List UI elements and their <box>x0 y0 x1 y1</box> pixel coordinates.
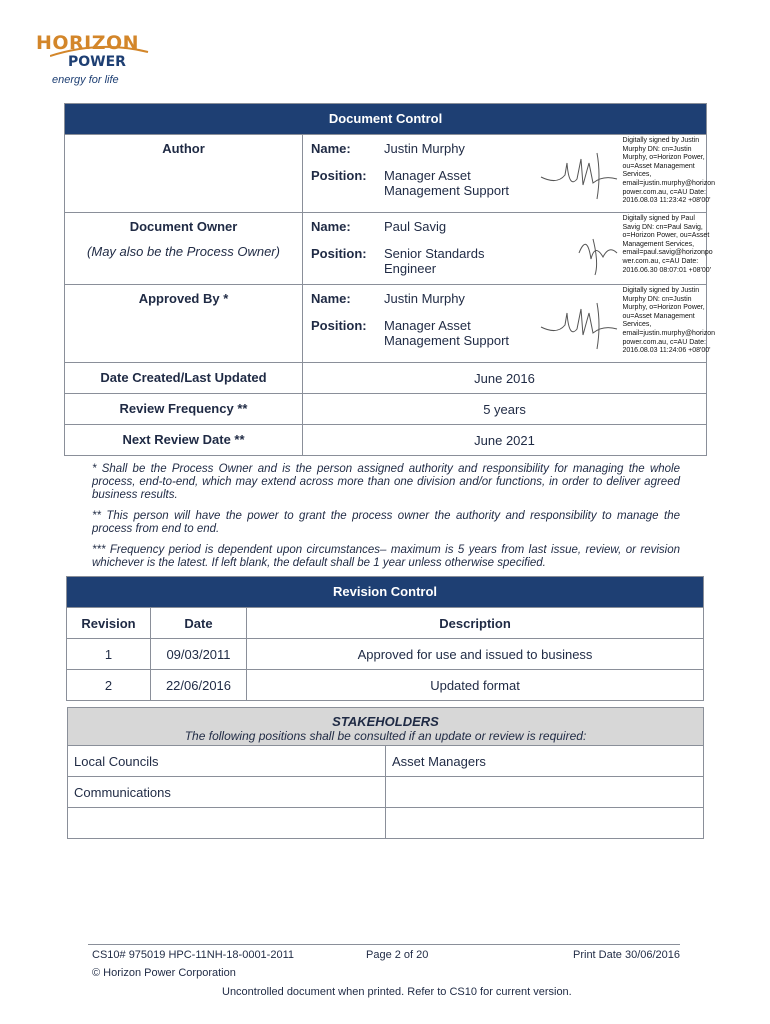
position-label: Position: <box>311 318 367 333</box>
footer-print-date: Print Date 30/06/2016 <box>573 949 681 961</box>
stakeholders-title: STAKEHOLDERS <box>332 714 439 729</box>
name-label: Name: <box>311 141 351 156</box>
document-control-table <box>64 103 716 456</box>
revision-description: Updated format <box>247 670 704 701</box>
stakeholders-subtitle: The following positions shall be consulted if an update or review is required: <box>184 729 587 743</box>
table-row <box>67 670 704 701</box>
footnote-owner: * Shall be the Process Owner and is the person assigned authority and responsibility for managing the whole process, end-to-end, which may extend across more than one division and/or functions, in order to deliver agreed business results. <box>92 463 680 501</box>
footnotes <box>92 463 680 578</box>
revision-number: 1 <box>67 639 151 670</box>
digital-signature-text: Digitally signed by Justin Murphy DN: cn=Justin Murphy, o=Horizon Power, ou=Asset Management Services, email=justin.murphy@horizon power.com.au, c=AU Date: 2016.08.03 11:23:42 +08'00' <box>622 137 716 205</box>
approver-position: Manager Asset Management Support <box>384 318 510 348</box>
signature-image-icon <box>537 145 625 203</box>
author-position: Manager Asset Management Support <box>384 168 510 198</box>
owner-name: Paul Savig <box>384 219 447 234</box>
column-header-date: Date <box>151 608 247 639</box>
name-label: Name: <box>311 219 351 234</box>
summary-value: 5 years <box>303 394 707 425</box>
stakeholders-header <box>68 708 704 746</box>
footer-doc-id: CS10# 975019 HPC-11NH-18-0001-2011 <box>92 949 294 961</box>
stakeholder-cell <box>68 808 386 839</box>
revision-date: 22/06/2016 <box>151 670 247 701</box>
signature-image-icon <box>573 223 623 281</box>
revision-description: Approved for use and issued to business <box>247 639 704 670</box>
logo-brand-top: HORIZON <box>36 32 140 54</box>
position-label: Position: <box>311 168 367 183</box>
approver-name: Justin Murphy <box>384 291 465 306</box>
revision-number: 2 <box>67 670 151 701</box>
name-label: Name: <box>311 291 351 306</box>
footer-divider <box>88 944 680 945</box>
revision-header-row <box>67 608 704 639</box>
role-label: Author <box>162 141 205 156</box>
stakeholder-cell <box>386 777 704 808</box>
signature-image-icon <box>537 295 625 353</box>
role-sublabel: (May also be the Process Owner) <box>87 244 280 259</box>
doc-control-row-author <box>65 135 707 213</box>
table-row <box>67 639 704 670</box>
footnote-frequency: *** Frequency period is dependent upon circumstances– maximum is 5 years from last issue, review, or revision whichever is the latest. If left blank, the default shall be 1 year unless otherwise specified. <box>92 544 680 569</box>
summary-label: Date Created/Last Updated <box>65 363 303 394</box>
author-name: Justin Murphy <box>384 141 465 156</box>
column-header-revision: Revision <box>67 608 151 639</box>
footer-disclaimer: Uncontrolled document when printed. Refer to CS10 for current version. <box>222 986 572 998</box>
summary-row-review-frequency <box>65 394 707 425</box>
stakeholder-cell: Local Councils <box>68 746 386 777</box>
summary-value: June 2016 <box>303 363 707 394</box>
logo-brand-bottom: POWER <box>68 54 126 70</box>
stakeholder-cell <box>386 808 704 839</box>
table-row <box>68 808 704 839</box>
revision-date: 09/03/2011 <box>151 639 247 670</box>
stakeholders-table <box>67 707 704 839</box>
summary-row-next-review <box>65 425 707 456</box>
stakeholder-cell: Asset Managers <box>386 746 704 777</box>
table-row <box>68 777 704 808</box>
doc-control-row-owner <box>65 213 707 285</box>
footnote-power: ** This person will have the power to grant the process owner the authority and responsibility to manage the process from end to end. <box>92 510 680 535</box>
company-logo <box>30 22 150 92</box>
revision-control-table <box>66 576 704 701</box>
summary-label: Review Frequency ** <box>65 394 303 425</box>
summary-value: June 2021 <box>303 425 707 456</box>
document-control-header: Document Control <box>65 104 707 135</box>
role-label: Approved By * <box>138 291 229 306</box>
column-header-description: Description <box>247 608 704 639</box>
revision-control-header: Revision Control <box>67 577 704 608</box>
summary-label: Next Review Date ** <box>65 425 303 456</box>
table-row <box>68 746 704 777</box>
footer-copyright: © Horizon Power Corporation <box>92 967 236 979</box>
digital-signature-text: Digitally signed by Justin Murphy DN: cn=Justin Murphy, o=Horizon Power, ou=Asset Management Services, email=justin.murphy@horizon power.com.au, c=AU Date: 2016.08.03 11:24:06 +08'00' <box>622 287 716 355</box>
stakeholder-cell: Communications <box>68 777 386 808</box>
footer-page-number: Page 2 of 20 <box>366 949 429 961</box>
role-label: Document Owner <box>129 219 238 234</box>
position-label: Position: <box>311 246 367 261</box>
doc-control-row-approver <box>65 285 707 363</box>
owner-position: Senior Standards Engineer <box>384 246 485 276</box>
logo-tagline: energy for life <box>52 74 119 86</box>
digital-signature-text: Digitally signed by Paul Savig DN: cn=Paul Savig, o=Horizon Power, ou=Asset Management Services, email=paul.savig@horizonpo wer.com.au, c=AU Date: 2016.06.30 08:07:01 +08'00' <box>622 215 713 274</box>
summary-row-date-created <box>65 363 707 394</box>
